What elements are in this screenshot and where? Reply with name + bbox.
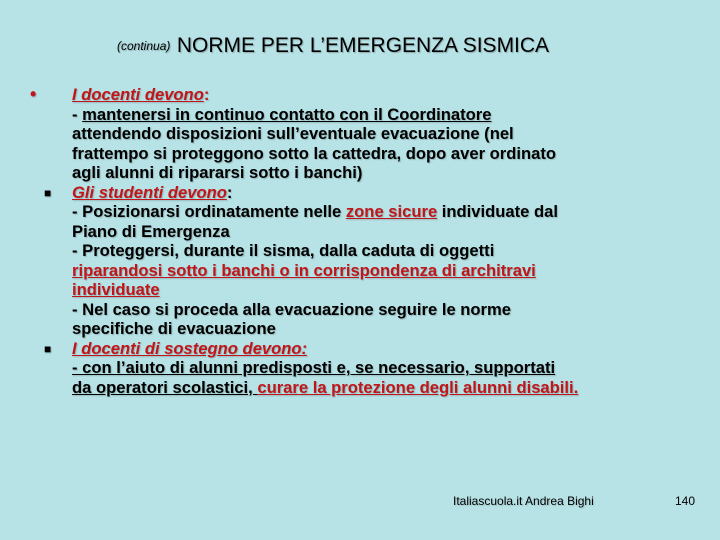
section-studenti <box>30 183 710 339</box>
text-fragment: - <box>72 104 83 124</box>
section-docenti <box>30 85 710 183</box>
section-sostegno <box>30 339 710 398</box>
red-highlight: curare la protezione degli alunni disabili. <box>257 377 579 397</box>
red-underlined-line: riparandosi sotto i banchi o in corrispondenza di architravi <box>72 260 536 280</box>
text-line: agli alunni di ripararsi sotto i banchi) <box>72 163 363 182</box>
slide-title <box>117 34 549 58</box>
page-number: 140 <box>675 494 696 508</box>
heading-colon: : <box>226 182 233 202</box>
square-bullet-icon: ■ <box>44 185 52 200</box>
round-bullet-icon: • <box>30 84 37 104</box>
red-underlined-line: individuate <box>72 280 160 299</box>
underlined-line: - con l’aiuto di alunni predisposti e, se necessario, supportati <box>72 358 556 377</box>
title-prefix: (continua) <box>117 39 171 53</box>
slide-body <box>30 85 710 397</box>
text-line: specifiche di evacuazione <box>72 319 276 338</box>
text-line: attendendo disposizioni sull’eventuale evacuazione (nel <box>72 124 514 143</box>
heading-colon: : <box>203 85 210 104</box>
underlined-text: mantenersi in continuo contatto con il Coordinatore <box>82 104 492 124</box>
text-line: frattempo si proteggono sotto la cattedra, dopo aver ordinato <box>72 143 557 163</box>
text-line: - Nel caso si proceda alla evacuazione seguire le norme <box>72 299 511 319</box>
underlined-text: da operatori scolastici, <box>72 377 258 397</box>
square-bullet-icon: ■ <box>44 341 52 356</box>
text-line: Piano di Emergenza <box>72 221 230 241</box>
text-line: - Proteggersi, durante il sisma, dalla caduta di oggetti <box>72 241 495 260</box>
red-highlight: zone sicure <box>345 202 438 221</box>
title-main: NORME PER L’EMERGENZA SISMICA <box>176 34 550 57</box>
section-heading: I docenti devono <box>72 85 204 104</box>
section-heading: Gli studenti devono <box>72 182 227 202</box>
footer-author: Italiascuola.it Andrea Bighi <box>453 494 594 508</box>
section-heading: I docenti di sostegno devono: <box>72 338 308 358</box>
text-fragment: individuate dal <box>437 202 558 221</box>
text-fragment: - Posizionarsi ordinatamente nelle <box>72 202 346 221</box>
